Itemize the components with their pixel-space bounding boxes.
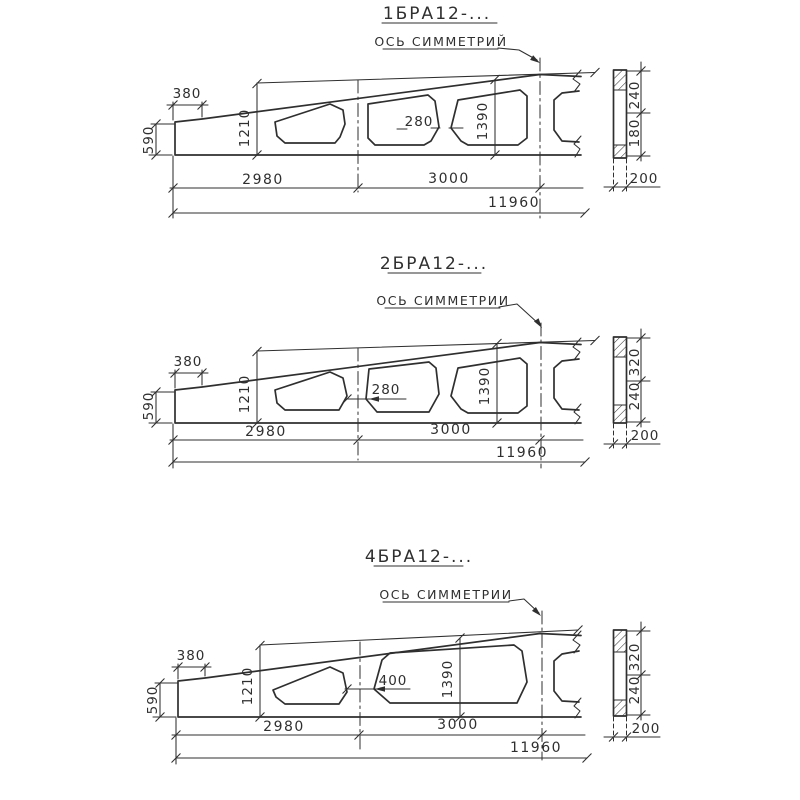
section-lower-dim-label: 240	[627, 381, 643, 411]
section-flange-hatch	[614, 145, 627, 158]
dim-mid-height-label: 1390	[440, 659, 456, 699]
beam-opening	[275, 372, 347, 410]
section-upper-dim-label: 320	[627, 642, 643, 672]
cross-section	[604, 62, 660, 191]
dim-span-right-label: 3000	[437, 717, 479, 733]
beam-title: 2БРА12-...	[379, 254, 489, 274]
dim-end-width-label: 380	[173, 354, 203, 370]
axis-of-symmetry-label: ось симметрии	[376, 293, 510, 308]
beam-title: 1БРА12-...	[382, 4, 492, 24]
dim-web-gap-label: 280	[371, 382, 401, 398]
section-flange-hatch	[614, 405, 627, 423]
dim-total-length-label: 11960	[495, 445, 549, 461]
diagram-4bra12	[145, 547, 660, 764]
beam-opening-partial	[554, 359, 579, 410]
break-mark	[574, 136, 581, 157]
dim-span-left-label: 2980	[263, 719, 305, 735]
dim-slope-height-label: 1210	[237, 108, 253, 148]
cross-section	[604, 622, 660, 741]
dim-web-gap-label: 280	[404, 114, 434, 130]
axis-of-symmetry-label: ось симметрии	[379, 587, 513, 602]
dim-mid-height-label: 1390	[475, 101, 491, 141]
dim-end-width-label: 380	[176, 648, 206, 664]
dim-total-length-label: 11960	[487, 195, 541, 211]
section-width-label: 200	[630, 428, 660, 444]
section-flange-hatch	[614, 337, 627, 357]
dim-slope-height-label: 1210	[237, 374, 253, 414]
axis-leader-line	[498, 48, 537, 60]
beam-opening	[275, 104, 345, 143]
dim-end-height-label: 590	[141, 391, 157, 421]
diagram-2bra12	[141, 254, 660, 468]
section-width-label: 200	[631, 721, 661, 737]
top-extension-line	[257, 73, 595, 84]
axis-of-symmetry-label: ось симметрий	[374, 34, 508, 49]
axis-leader-arrow	[534, 318, 544, 329]
dim-slope-height-label: 1210	[240, 666, 256, 706]
beam-title: 4БРА12-...	[364, 547, 474, 567]
dim-span-left-label: 2980	[242, 172, 284, 188]
section-upper-dim-label: 320	[627, 347, 643, 377]
dim-mid-height-label: 1390	[477, 366, 493, 406]
section-flange-hatch	[614, 700, 627, 716]
section-upper-dim-label: 240	[627, 80, 643, 110]
beam-opening-partial	[554, 651, 579, 702]
diagram-1bra12	[141, 4, 660, 218]
section-lower-dim-label: 180	[627, 118, 643, 148]
section-width-label: 200	[629, 171, 659, 187]
dim-end-height-label: 590	[141, 125, 157, 155]
dim-web-gap-label: 400	[378, 673, 408, 689]
dim-span-right-label: 3000	[428, 171, 470, 187]
dim-end-height-label: 590	[145, 685, 161, 715]
beam-opening	[273, 667, 347, 704]
top-extension-line	[260, 630, 578, 645]
dim-end-width-label: 380	[172, 86, 202, 102]
dim-span-right-label: 3000	[430, 422, 472, 438]
beam-opening-partial	[554, 91, 579, 142]
section-flange-hatch	[614, 630, 627, 652]
dim-total-length-label: 11960	[509, 740, 563, 756]
dim-span-left-label: 2980	[245, 424, 287, 440]
cross-section	[604, 329, 660, 448]
break-mark	[574, 404, 581, 424]
section-flange-hatch	[614, 70, 627, 90]
section-lower-dim-label: 240	[627, 675, 643, 705]
top-extension-line	[257, 341, 595, 352]
